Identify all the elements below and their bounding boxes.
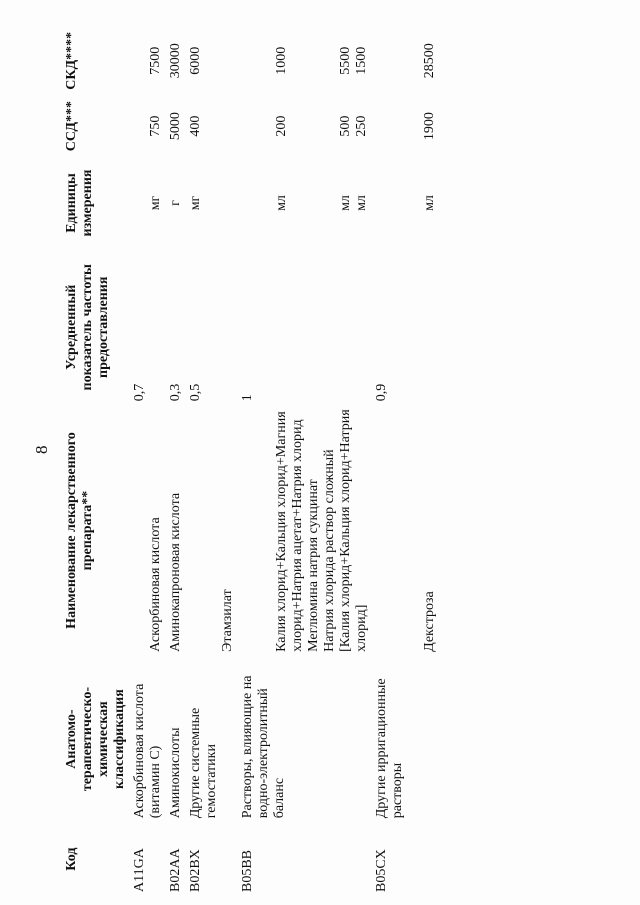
table-row (186, 26, 238, 896)
skd-value: 1500 (354, 46, 369, 75)
cell-freq: 0,5 (188, 383, 203, 402)
cell-skd (238, 26, 372, 96)
cell-atc: Растворы, влияющие на водно-электролитный баланс (240, 675, 287, 819)
cell-drug: Аминокапроновая кислота (168, 492, 183, 652)
ssd-value: 750 (148, 115, 163, 137)
cell-code: A11GA (132, 848, 147, 892)
cell-drug (130, 405, 166, 656)
ssd-value: 250 (354, 115, 369, 137)
cell-atc: Другие системные гемостатики (188, 707, 219, 819)
table-row (130, 26, 166, 896)
cell-atc: Аминокислоты (168, 727, 183, 819)
cell-unit: мг (188, 195, 203, 211)
cell-ssd (372, 96, 440, 157)
rotated-table-sheet (62, 6, 632, 896)
skd-value: 5500 (338, 46, 353, 75)
ssd-value: 200 (274, 115, 289, 137)
cell-freq: 1 (240, 394, 255, 402)
page-number: 8 (32, 445, 51, 454)
cell-unit (130, 157, 166, 250)
skd-value: 28500 (422, 43, 437, 79)
drug-table (62, 26, 440, 896)
skd-value: 1000 (274, 46, 289, 75)
header-unit: Единицы измерения (64, 169, 95, 237)
table-row (238, 26, 372, 896)
table-row (372, 26, 440, 896)
cell-code: B02BX (188, 849, 203, 892)
cell-skd (372, 26, 440, 96)
skd-value: 7500 (148, 46, 163, 75)
cell-atc: Другие ирригационные растворы (374, 678, 405, 819)
drug-name: Калия хлорид+Кальция хлорид+Магния хлорид+Натрия ацетат+Натрия хлорид (274, 411, 305, 652)
drug-name: Меглюмина натрия сукцинат (306, 479, 321, 652)
cell-drug (186, 405, 238, 656)
cell-ssd (130, 96, 166, 157)
cell-code: B05BB (240, 849, 255, 892)
unit-value: мл (422, 195, 437, 211)
header-atc: Анатомо-терапевтическо-химическая классификация (64, 687, 127, 792)
ssd-value: 500 (338, 115, 353, 137)
unit-value: мл (354, 195, 369, 211)
cell-ssd: 400 (188, 115, 203, 137)
header-ssd: ССД*** (64, 101, 79, 152)
cell-ssd (238, 96, 372, 157)
drug-name: Декстроза (422, 591, 437, 652)
cell-drug (372, 405, 440, 656)
cell-freq: 0,7 (132, 383, 147, 402)
header-skd: СКД**** (64, 31, 79, 90)
header-freq: Усредненный показатель частоты предоставления (64, 264, 111, 391)
cell-code: B05CX (374, 849, 389, 892)
unit-value: мг (148, 195, 163, 211)
cell-unit (372, 157, 440, 250)
cell-ssd: 5000 (168, 112, 183, 141)
cell-skd (130, 26, 166, 96)
drug-name: Аскорбиновая кислота (148, 517, 163, 652)
drug-name: Натрия хлорида раствор сложный [Калия хлорид+Кальция хлорид+Натрия хлорид] (322, 409, 369, 652)
cell-freq: 0,9 (374, 383, 389, 402)
cell-unit (238, 157, 372, 250)
cell-freq: 0,3 (168, 383, 183, 402)
header-drug: Наименование лекарственного препарата** (64, 432, 95, 629)
cell-code: B02AA (168, 848, 183, 892)
table-header-row (62, 26, 130, 896)
unit-value: мл (338, 195, 353, 211)
header-code: Код (64, 847, 79, 871)
cell-atc: Аскорбиновая кислота (витамин С) (132, 683, 163, 819)
table-row (166, 26, 186, 896)
cell-skd: 30000 (168, 43, 183, 79)
ssd-value: 1900 (422, 112, 437, 141)
cell-unit: г (168, 200, 183, 206)
drug-name: Этамзилат (220, 589, 235, 652)
cell-drug (238, 405, 372, 656)
unit-value: мл (274, 195, 289, 211)
cell-skd: 6000 (188, 46, 203, 75)
